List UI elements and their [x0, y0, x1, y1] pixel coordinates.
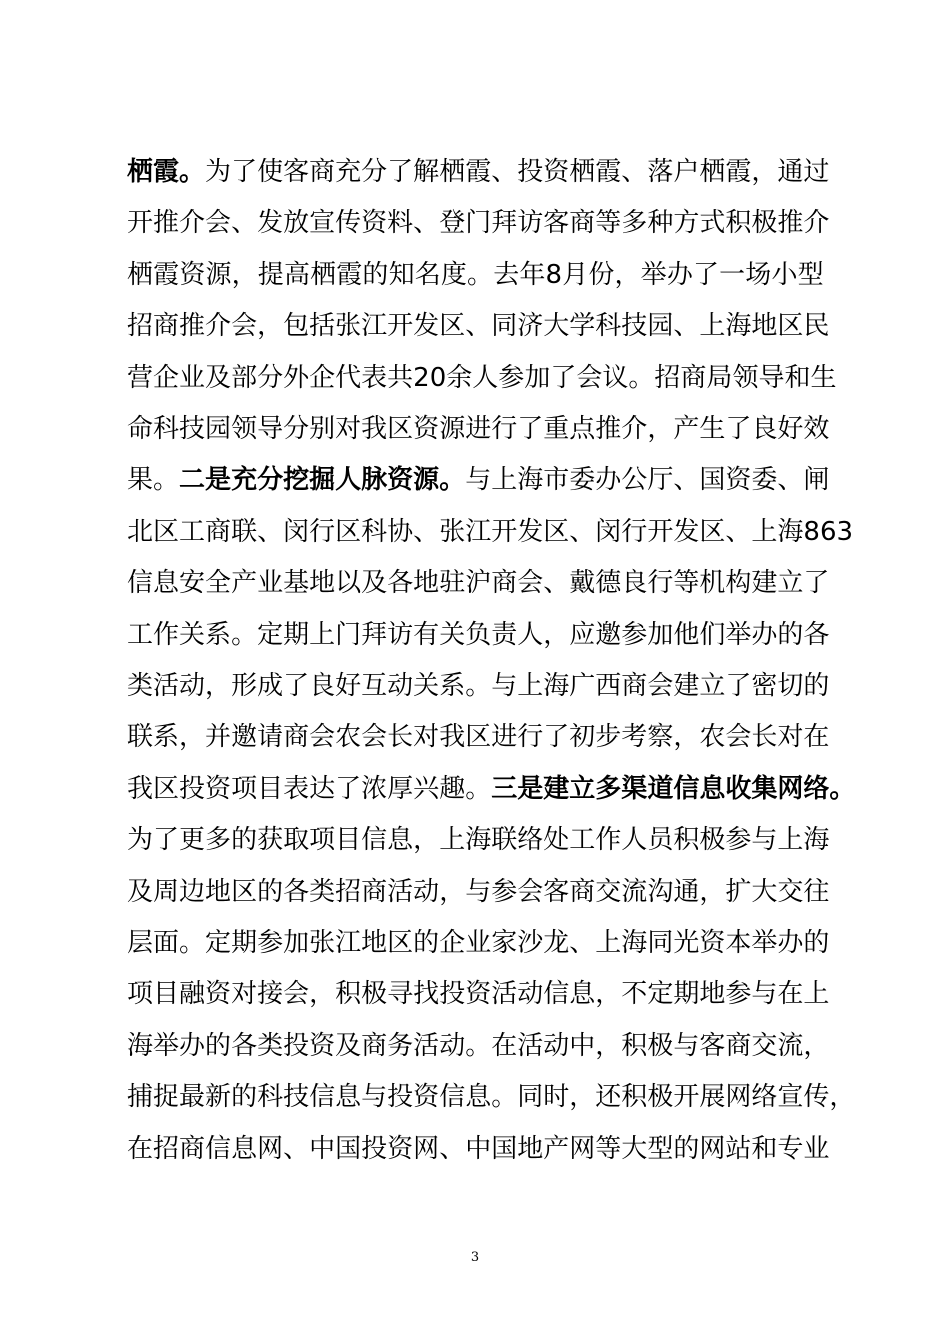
text-line: 果 。 二 是 充 分 挖 掘 人 脉 资 源 。 与 上 海 市 委 办 公 厅 、 国 资 委 、 闸 — [127, 465, 830, 495]
text-line: 开 推 介 会 、 发 放 宣 传 资 料 、 登 门 拜 访 客 商 等 多 种 方 式 积 极 推 介 — [127, 208, 830, 238]
text-line: 北 区 工 商 联 、 闵 行 区 科 协 、 张 江 开 发 区 、 闵 行 开 发 区 、 上 海 863 — [127, 517, 854, 547]
text-line: 招 商 推 介 会 ， 包 括 张 江 开 发 区 、 同 济 大 学 科 技 园 、 上 海 地 区 民 — [127, 311, 830, 341]
text-line: 类 活 动 ， 形 成 了 良 好 互 动 关 系 。 与 上 海 广 西 商 会 建 立 了 密 切 的 — [127, 671, 830, 701]
text-line: 命 科 技 园 领 导 分 别 对 我 区 资 源 进 行 了 重 点 推 介 ， 产 生 了 良 好 效 — [127, 414, 830, 444]
text-line: 栖 霞 。 为 了 使 客 商 充 分 了 解 栖 霞 、 投 资 栖 霞 、 落 户 栖 霞 ， 通 过 — [127, 157, 830, 187]
text-line: 在 招 商 信 息 网 、 中 国 投 资 网 、 中 国 地 产 网 等 大 型 的 网 站 和 专 业 — [127, 1134, 830, 1164]
text-line: 营 企 业 及 部 分 外 企 代 表 共 20 余 人 参 加 了 会 议 。 招 商 局 领 导 和 生 — [127, 363, 837, 393]
text-line: 联 系 ， 并 邀 请 商 会 农 会 长 对 我 区 进 行 了 初 步 考 察 ， 农 会 长 对 在 — [127, 722, 830, 752]
text-line: 信 息 安 全 产 业 基 地 以 及 各 地 驻 沪 商 会 、 戴 德 良 行 等 机 构 建 立 了 — [127, 568, 830, 598]
text-line: 工 作 关 系 。 定 期 上 门 拜 访 有 关 负 责 人 ， 应 邀 参 加 他 们 举 办 的 各 — [127, 620, 830, 650]
text-line: 层 面 。 定 期 参 加 张 江 地 区 的 企 业 家 沙 龙 、 上 海 同 光 资 本 举 办 的 — [127, 928, 830, 958]
text-line: 项 目 融 资 对 接 会 ， 积 极 寻 找 投 资 活 动 信 息 ， 不 定 期 地 参 与 在 上 — [127, 979, 830, 1009]
text-line: 栖 霞 资 源 ， 提 高 栖 霞 的 知 名 度 。 去 年 8 月 份 ， 举 办 了 一 场 小 型 — [127, 260, 824, 290]
text-line: 海 举 办 的 各 类 投 资 及 商 务 活 动 。 在 活 动 中 ， 积 极 与 客 商 交 流 ， — [127, 1031, 830, 1061]
text-line: 为 了 更 多 的 获 取 项 目 信 息 ， 上 海 联 络 处 工 作 人 员 积 极 参 与 上 海 — [127, 825, 830, 855]
text-line: 及 周 边 地 区 的 各 类 招 商 活 动 ， 与 参 会 客 商 交 流 沟 通 ， 扩 大 交 往 — [127, 877, 830, 907]
text-line: 捕 捉 最 新 的 科 技 信 息 与 投 资 信 息 。 同 时 ， 还 积 极 开 展 网 络 宣 传 ， — [127, 1082, 856, 1112]
page-number: 3 — [470, 1250, 480, 1265]
text-line: 我 区 投 资 项 目 表 达 了 浓 厚 兴 趣 。 三 是 建 立 多 渠 道 信 息 收 集 网 络 。 — [127, 774, 856, 804]
